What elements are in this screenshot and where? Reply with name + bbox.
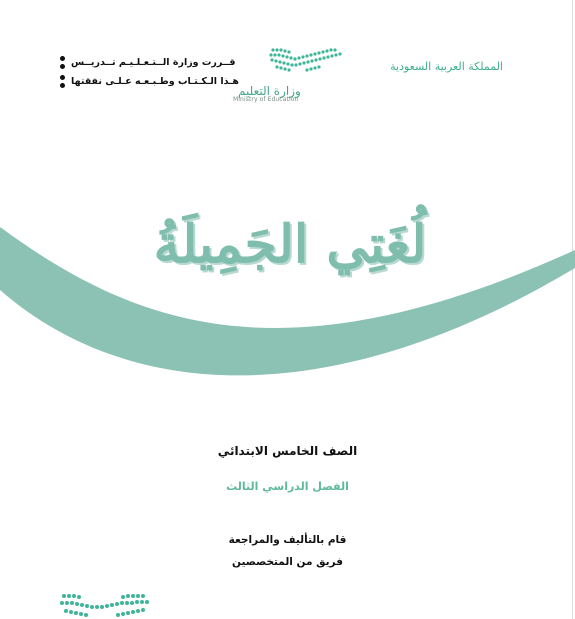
credits-line-2: فريق من المتخصصين <box>232 556 343 568</box>
ministry-logo-bottom-icon <box>58 588 158 619</box>
kingdom-name: المملكة العربية السعودية <box>390 60 503 73</box>
ministry-name-arabic: وزارة التعليم <box>238 84 301 98</box>
decree-text-1: قــررت وزارة الــتـعـلـيـم تــدريــس <box>71 57 236 68</box>
credits-line-1: قام بالتأليف والمراجعة <box>228 534 347 546</box>
semester-label: الفصل الدراسي الثالث <box>226 480 349 493</box>
grade-label: الصف الخامس الابتدائي <box>217 444 358 458</box>
decree-text-2: هـذا الـكـتـاب وطـبـعـه عـلـى نفقتها <box>71 76 239 87</box>
ministry-name-english: Ministry of Education <box>233 96 299 103</box>
book-title: لُغَتِي الجَمِيلَةُ <box>153 214 427 275</box>
